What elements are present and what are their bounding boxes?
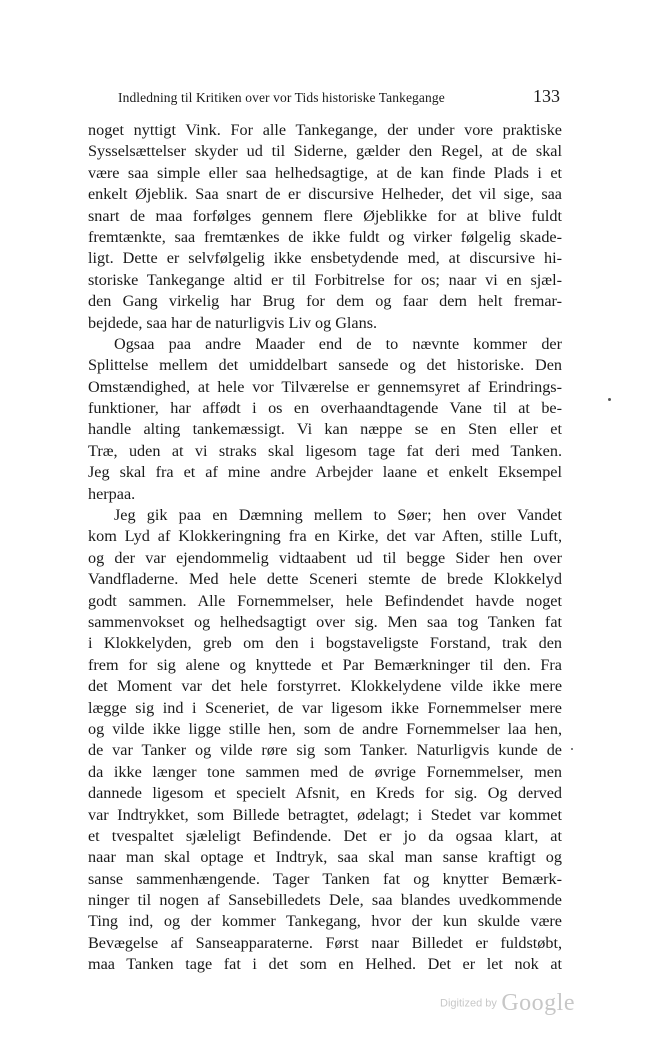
text-line: de var Tanker og vilde røre sig som Tanker. Naturligvis kunde de: [88, 741, 562, 760]
running-head: [118, 88, 560, 108]
text-line: kom Lyd af Klokkeringning fra en Kirke, det var Aften, stille Luft,: [88, 527, 562, 546]
text-line: være saa simple eller saa helhedsagtige, at de kan finde Plads i et: [88, 163, 562, 182]
text-line: funktioner, har affødt i os en overhaandtagende Vane til at be-: [88, 399, 562, 418]
text-line: noget nyttigt Vink. For alle Tankegange, der under vore praktiske: [88, 121, 562, 139]
text-line: Træ, uden at vi straks skal ligesom tage fat deri med Tanken.: [88, 441, 562, 460]
digitized-watermark: [440, 990, 575, 1017]
print-speck: [571, 748, 573, 750]
text-line: ligt. Dette er selvfølgelig ikke ensbetydende med, at discursive hi-: [88, 249, 562, 268]
text-line: og vilde ikke ligge stille hen, som de andre Fornemmelser laa hen,: [88, 719, 562, 738]
text-line: i Klokkelyden, greb om den i bogstaveligste Forstand, trak den: [88, 634, 562, 653]
text-line: maa Tanken tage fat i det som en Helhed. Det er let nok at: [88, 955, 562, 974]
text-line: det Moment var det hele forstyrret. Klokkelydene vilde ikke mere: [88, 677, 562, 696]
text-line: naar man skal optage et Indtryk, saa skal man sanse kraftigt og: [88, 848, 562, 867]
page-number: 133: [533, 86, 560, 106]
text-line: ninger til nogen af Sansebilledets Dele, saa blandes uvedkommende: [88, 891, 562, 910]
text-line: Ogsaa paa andre Maader end de to nævnte kommer der: [114, 334, 562, 353]
google-logo: Google: [501, 990, 575, 1016]
text-line: Bevægelse af Sanseapparaterne. Først naar Billedet er fuldstøbt,: [88, 933, 562, 952]
text-line: Jeg skal fra et af mine andre Arbejder laane et enkelt Eksempel: [88, 463, 562, 482]
watermark-prefix: Digitized by: [440, 997, 497, 1010]
text-line: snart de maa forfølges gennem flere Øjeblikke for at blive fuldt: [88, 206, 562, 225]
text-line: storiske Tankegange altid er til Forbitrelse for os; naar vi en sjæl-: [88, 270, 562, 289]
text-line: bejdede, saa har de naturligvis Liv og Glans.: [88, 313, 378, 332]
text-line: da ikke længer tone sammen med de øvrige Fornemmelser, men: [88, 762, 562, 781]
text-line: og der var ejendommelig vidtaabent ud til begge Sider hen over: [88, 548, 562, 567]
text-line: sanse sammenhængende. Tager Tanken fat og knytter Bemærk-: [88, 869, 562, 888]
text-line: godt sammen. Alle Fornemmelser, hele Befindendet havde noget: [88, 591, 562, 610]
text-line: Omstændighed, at hele vor Tilværelse er gennemsyret af Erindrings-: [88, 377, 562, 396]
running-title: Indledning til Kritiken over vor Tids historiske Tankegange: [118, 90, 445, 105]
text-line: Sysselsættelser skyder ud til Siderne, gælder den Regel, at de skal: [88, 142, 562, 161]
text-line: Jeg gik paa en Dæmning mellem to Søer; hen over Vandet: [114, 506, 562, 525]
text-line: Vandfladerne. Med hele dette Sceneri stemte de brede Klokkelyd: [88, 570, 562, 589]
text-line: enkelt Øjeblik. Saa snart de er discursive Helheder, det vil sige, saa: [88, 185, 562, 204]
text-line: et tvespaltet sjæleligt Befindende. Det er jo da ogsaa klart, at: [88, 826, 562, 845]
text-line: frem for sig alene og knyttede et Par Bemærkninger til den. Fra: [88, 655, 562, 674]
text-line: dannede ligesom et specielt Afsnit, en Kreds for sig. Og derved: [88, 784, 562, 803]
text-line: sammenvokset og helhedsagtigt over sig. Men saa tog Tanken fat: [88, 612, 562, 631]
text-line: herpaa.: [88, 484, 136, 503]
text-line: fremtænkte, saa fremtænkes de ikke fuldt og virker følgelig skade-: [88, 227, 562, 246]
body-text: [88, 120, 562, 976]
text-line: lægge sig ind i Sceneriet, de var ligesom ikke Fornemmelser mere: [88, 698, 562, 717]
text-line: handle alting tankemæssigt. Vi kan næppe se en Sten eller et: [88, 420, 562, 439]
text-line: Splittelse mellem det umiddelbart sansede og det historiske. Den: [88, 356, 562, 375]
text-line: den Gang virkelig har Brug for dem og faar dem helt fremar-: [88, 292, 562, 311]
text-line: var Indtrykket, som Billede betragtet, ødelagt; i Stedet var kommet: [88, 805, 562, 824]
print-speck: [608, 398, 611, 401]
text-line: Ting ind, og der kommer Tankegang, hvor der kun skulde være: [88, 912, 562, 931]
